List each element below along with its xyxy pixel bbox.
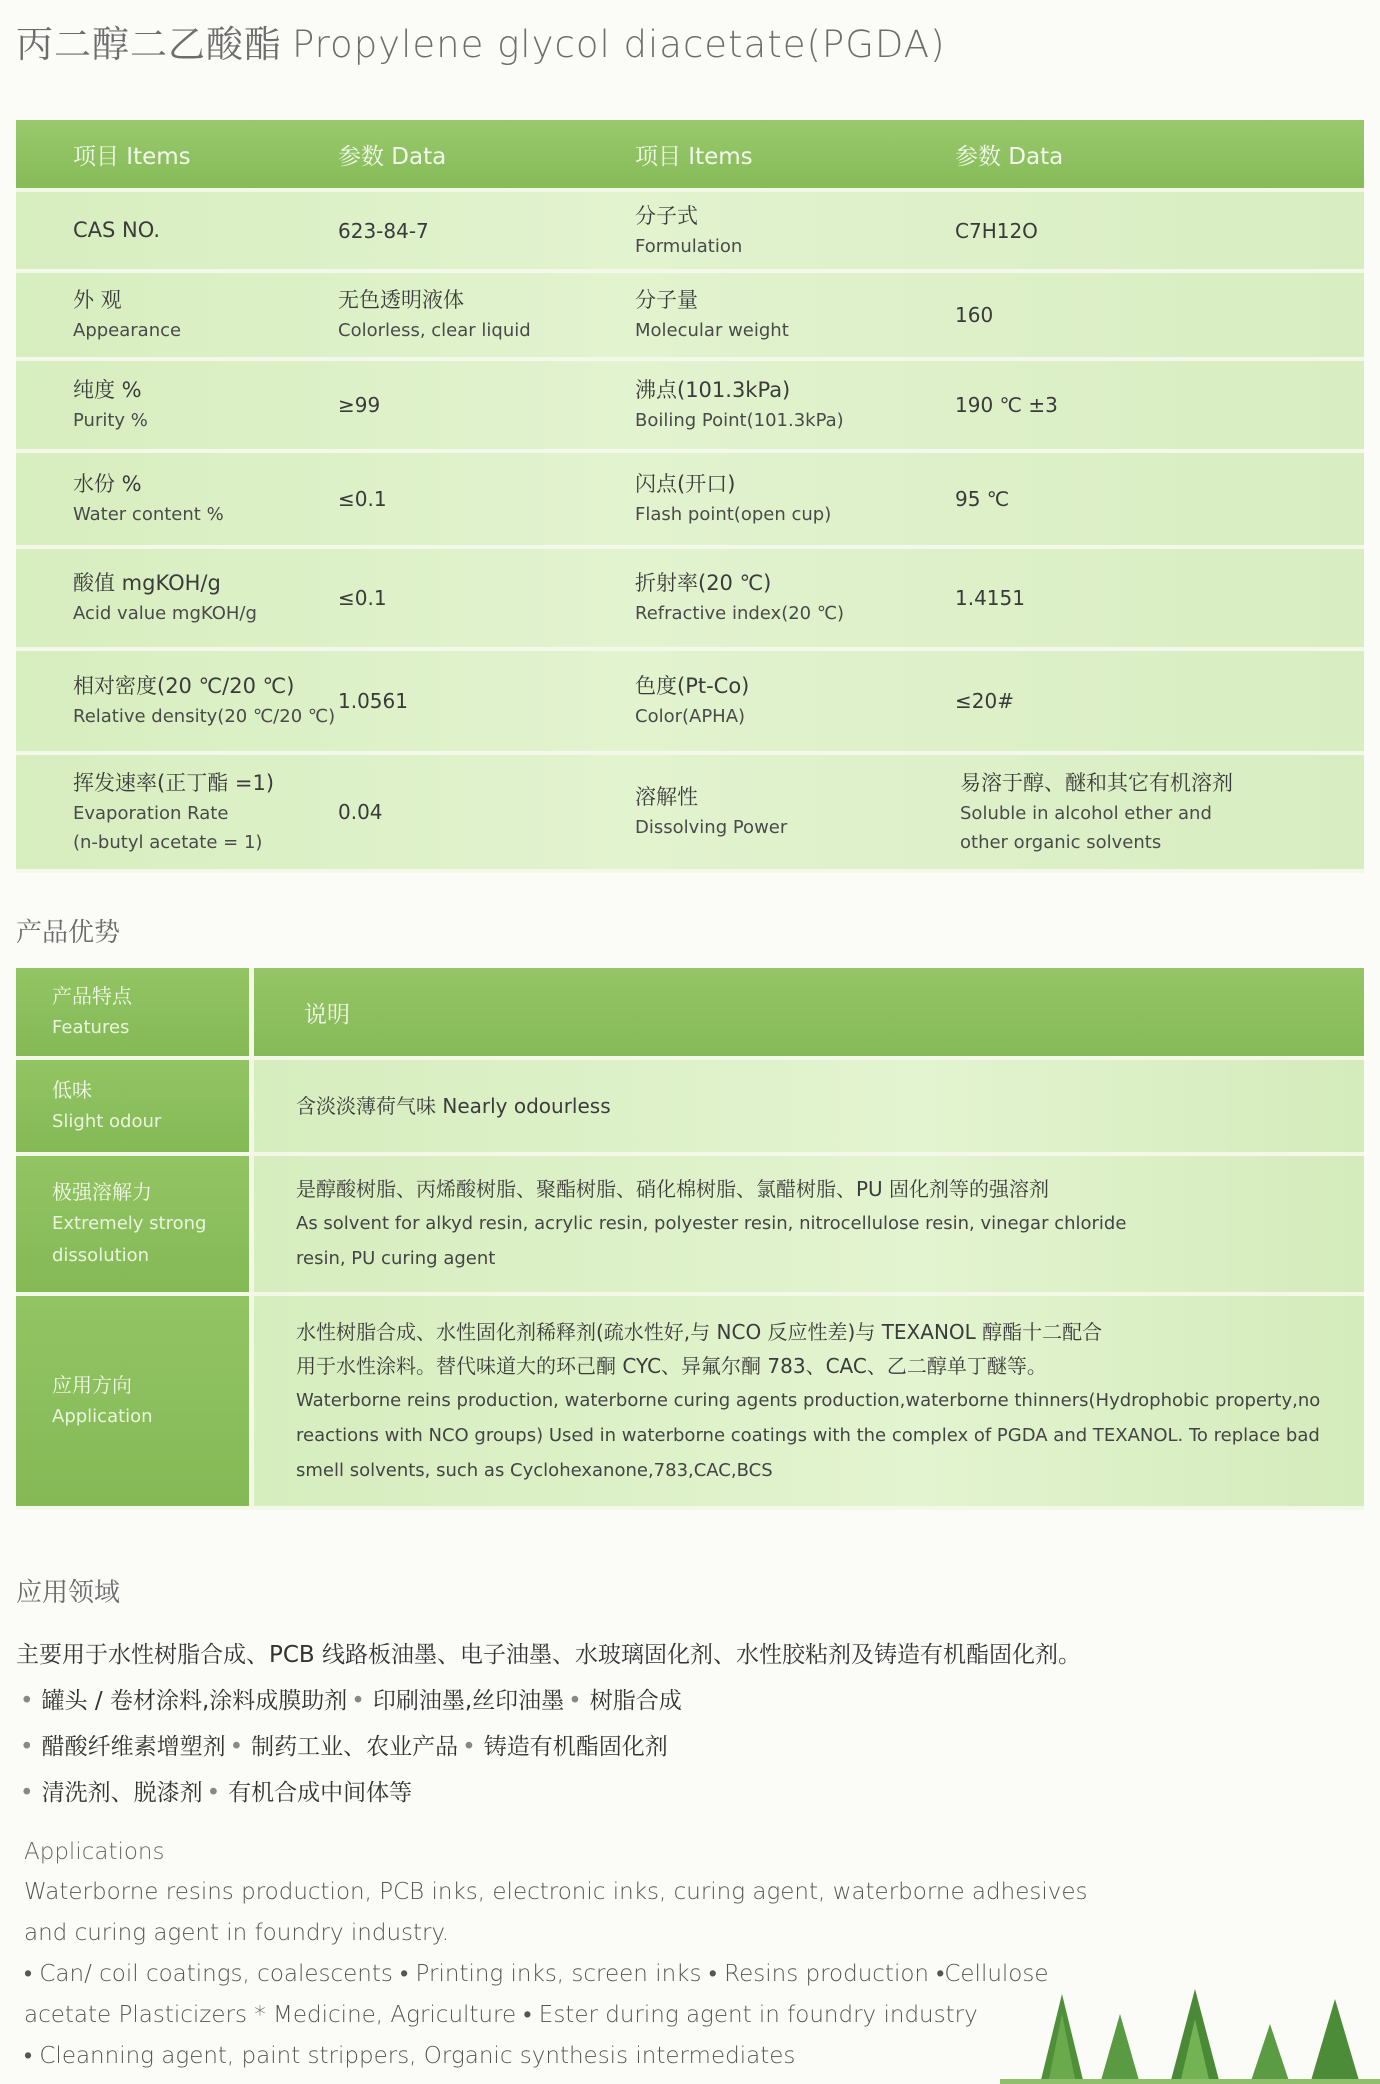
feature-desc: 含淡淡薄荷气味 Nearly odourless <box>296 1094 611 1118</box>
applications-en-title: Applications <box>24 1839 165 1865</box>
feature-desc-en: reactions with NCO groups) Used in waterborne coatings with the complex of PGDA and TEXANOL. To replace bad <box>296 1424 1320 1446</box>
feature-name-zh: 应用方向 <box>52 1373 132 1397</box>
spec-label: 外 观 <box>73 288 122 312</box>
title-zh: 丙二醇二乙酸酯 <box>16 23 282 66</box>
spec-value: 无色透明液体 <box>338 288 464 312</box>
spec-row <box>16 192 1364 273</box>
spec-label: 酸值 mgKOH/g <box>73 571 221 595</box>
feature-name-en: Extremely strong <box>52 1213 207 1234</box>
spec-value: 623-84-7 <box>338 218 429 243</box>
spec-row <box>16 651 1364 755</box>
feature-desc: 用于水性涂料。替代味道大的环己酮 CYC、异氟尔酮 783、CAC、乙二醇单丁醚等。 <box>296 1353 1047 1378</box>
bullet-item: 印刷油墨,丝印油墨 <box>372 1688 565 1714</box>
feature-name-en: Application <box>52 1406 153 1427</box>
spec-value: 160 <box>955 303 994 327</box>
feature-name-zh: 极强溶解力 <box>52 1180 152 1204</box>
spec-value: ≤0.1 <box>338 586 387 610</box>
bullet-item: 醋酸纤维素增塑剂 <box>41 1734 226 1760</box>
feature-desc: 水性树脂合成、水性固化剂稀释剂(疏水性好,与 NCO 反应性差)与 TEXANOL 醇酯十二配合 <box>296 1319 1103 1344</box>
spec-label-en: Evaporation Rate <box>73 802 229 824</box>
bullet-item: 铸造有机酯固化剂 <box>483 1734 668 1760</box>
header-items-1: 项目 Items <box>73 143 191 170</box>
spec-value-en: Colorless, clear liquid <box>338 320 531 341</box>
title-en: Propylene glycol diacetate(PGDA) <box>292 23 946 66</box>
spec-label-en: (n-butyl acetate = 1) <box>73 831 263 853</box>
spec-label: 相对密度(20 ℃/20 ℃) <box>73 674 295 698</box>
bullet-line: • 醋酸纤维素增塑剂 • 制药工业、农业产品 • 铸造有机酯固化剂 <box>20 1734 668 1760</box>
spec-row <box>16 273 1364 361</box>
trees-illustration <box>1000 1974 1380 2084</box>
spec-label: 折射率(20 ℃) <box>635 571 772 595</box>
feature-row <box>16 1060 1364 1156</box>
spec-label-en: Color(APHA) <box>635 706 746 727</box>
spec-value-en: Soluble in alcohol ether and <box>960 802 1212 824</box>
spec-label-en: Relative density(20 ℃/20 ℃) <box>73 706 336 727</box>
spec-table <box>16 120 1364 873</box>
spec-header-row <box>16 120 1364 192</box>
spec-label-en: Refractive index(20 ℃) <box>635 603 845 624</box>
spec-value-en: other organic solvents <box>960 831 1162 853</box>
header-data-1: 参数 Data <box>338 143 447 170</box>
bullet-item: 罐头 / 卷材涂料,涂料成膜助剂 <box>41 1688 348 1714</box>
spec-label: 水份 % <box>73 472 142 496</box>
spec-label-en: Water content % <box>73 504 224 525</box>
spec-value: C7H12O <box>955 218 1038 243</box>
features-table <box>16 968 1364 1510</box>
feature-desc: 是醇酸树脂、丙烯酸树脂、聚酯树脂、硝化棉树脂、氯醋树脂、PU 固化剂等的强溶剂 <box>296 1177 1050 1201</box>
applications-en-line: • Can/ coil coatings, coalescents • Printing inks, screen inks • Resins production •Cellulose <box>24 1961 1049 1987</box>
spec-label-en: Molecular weight <box>635 320 789 341</box>
bullet-line: • 罐头 / 卷材涂料,涂料成膜助剂 • 印刷油墨,丝印油墨 • 树脂合成 <box>20 1688 682 1714</box>
page-title <box>16 14 946 70</box>
feature-desc-en: As solvent for alkyd resin, acrylic resin, polyester resin, nitrocellulose resin, vinegar chloride <box>296 1213 1127 1234</box>
spec-value: ≤20# <box>955 689 1014 713</box>
spec-label: 纯度 % <box>73 378 142 402</box>
spec-label-en: Acid value mgKOH/g <box>73 603 257 624</box>
spec-value: 0.04 <box>338 800 383 824</box>
spec-label: 溶解性 <box>635 785 698 809</box>
spec-label-en: Purity % <box>73 410 148 431</box>
spec-label: 沸点(101.3kPa) <box>635 378 791 402</box>
applications-zh <box>16 1632 1116 1816</box>
applications-en <box>24 1832 1088 2077</box>
spec-label: 挥发速率(正丁酯 =1) <box>73 770 275 795</box>
spec-row <box>16 361 1364 453</box>
features-header-row <box>16 968 1364 1060</box>
feature-row <box>16 1156 1364 1296</box>
applications-intro: 主要用于水性树脂合成、PCB 线路板油墨、电子油墨、水玻璃固化剂、水性胶粘剂及铸造有机酯固化剂。 <box>16 1642 1082 1668</box>
bullet-item: 有机合成中间体等 <box>228 1780 413 1806</box>
spec-row <box>16 549 1364 651</box>
applications-en-line: acetate Plasticizers * Medicine, Agriculture • Ester during agent in foundry industry <box>24 2002 978 2028</box>
bullet-line: • 清洗剂、脱漆剂 • 有机合成中间体等 <box>20 1780 413 1806</box>
spec-label: 分子量 <box>635 288 698 312</box>
header-data-2: 参数 Data <box>955 143 1064 170</box>
spec-value: 易溶于醇、醚和其它有机溶剂 <box>960 770 1233 795</box>
bullet-item: 树脂合成 <box>589 1688 682 1714</box>
feature-name-en: dissolution <box>52 1245 150 1266</box>
applications-en-line: • Cleanning agent, paint strippers, Organic synthesis intermediates <box>24 2043 796 2069</box>
applications-en-line: Waterborne resins production, PCB inks, electronic inks, curing agent, waterborne adhesives <box>24 1879 1088 1905</box>
bullet-item: 清洗剂、脱漆剂 <box>41 1780 203 1806</box>
spec-value: 95 ℃ <box>955 487 1010 511</box>
spec-label-en: Appearance <box>73 320 182 341</box>
feature-desc-en: resin, PU curing agent <box>296 1248 496 1269</box>
feature-name-zh: 低味 <box>52 1078 92 1102</box>
spec-row <box>16 453 1364 549</box>
spec-value: ≥99 <box>338 393 381 417</box>
feature-name-en: Slight odour <box>52 1111 162 1132</box>
spec-label: 分子式 <box>635 203 698 228</box>
spec-label-en: Flash point(open cup) <box>635 504 832 525</box>
header-items-2: 项目 Items <box>635 143 753 170</box>
spec-label-en: Dissolving Power <box>635 817 788 838</box>
spec-value: 190 ℃ ±3 <box>955 393 1058 417</box>
feature-desc-en: Waterborne reins production, waterborne curing agents production,waterborne thinners(Hydrophobic property,no <box>296 1389 1321 1411</box>
spec-label: CAS NO. <box>73 218 161 242</box>
header-features-zh: 产品特点 <box>52 984 132 1008</box>
section-title-applications: 应用领域 <box>16 1578 121 1608</box>
header-features-en: Features <box>52 1017 130 1038</box>
spec-label: 色度(Pt-Co) <box>635 674 750 698</box>
spec-value: ≤0.1 <box>338 487 387 511</box>
feature-row <box>16 1296 1364 1510</box>
applications-en-line: and curing agent in foundry industry. <box>24 1920 450 1946</box>
spec-value: 1.0561 <box>338 689 408 713</box>
spec-label-en: Formulation <box>635 235 743 257</box>
bullet-item: 制药工业、农业产品 <box>251 1734 459 1760</box>
spec-label: 闪点(开口) <box>635 472 736 496</box>
feature-desc-en: smell solvents, such as Cyclohexanone,783,CAC,BCS <box>296 1459 773 1481</box>
header-description: 说明 <box>254 968 1364 1056</box>
spec-label-en: Boiling Point(101.3kPa) <box>635 410 844 431</box>
spec-value: 1.4151 <box>955 586 1025 610</box>
spec-row <box>16 755 1364 873</box>
section-title-advantages: 产品优势 <box>16 918 121 948</box>
